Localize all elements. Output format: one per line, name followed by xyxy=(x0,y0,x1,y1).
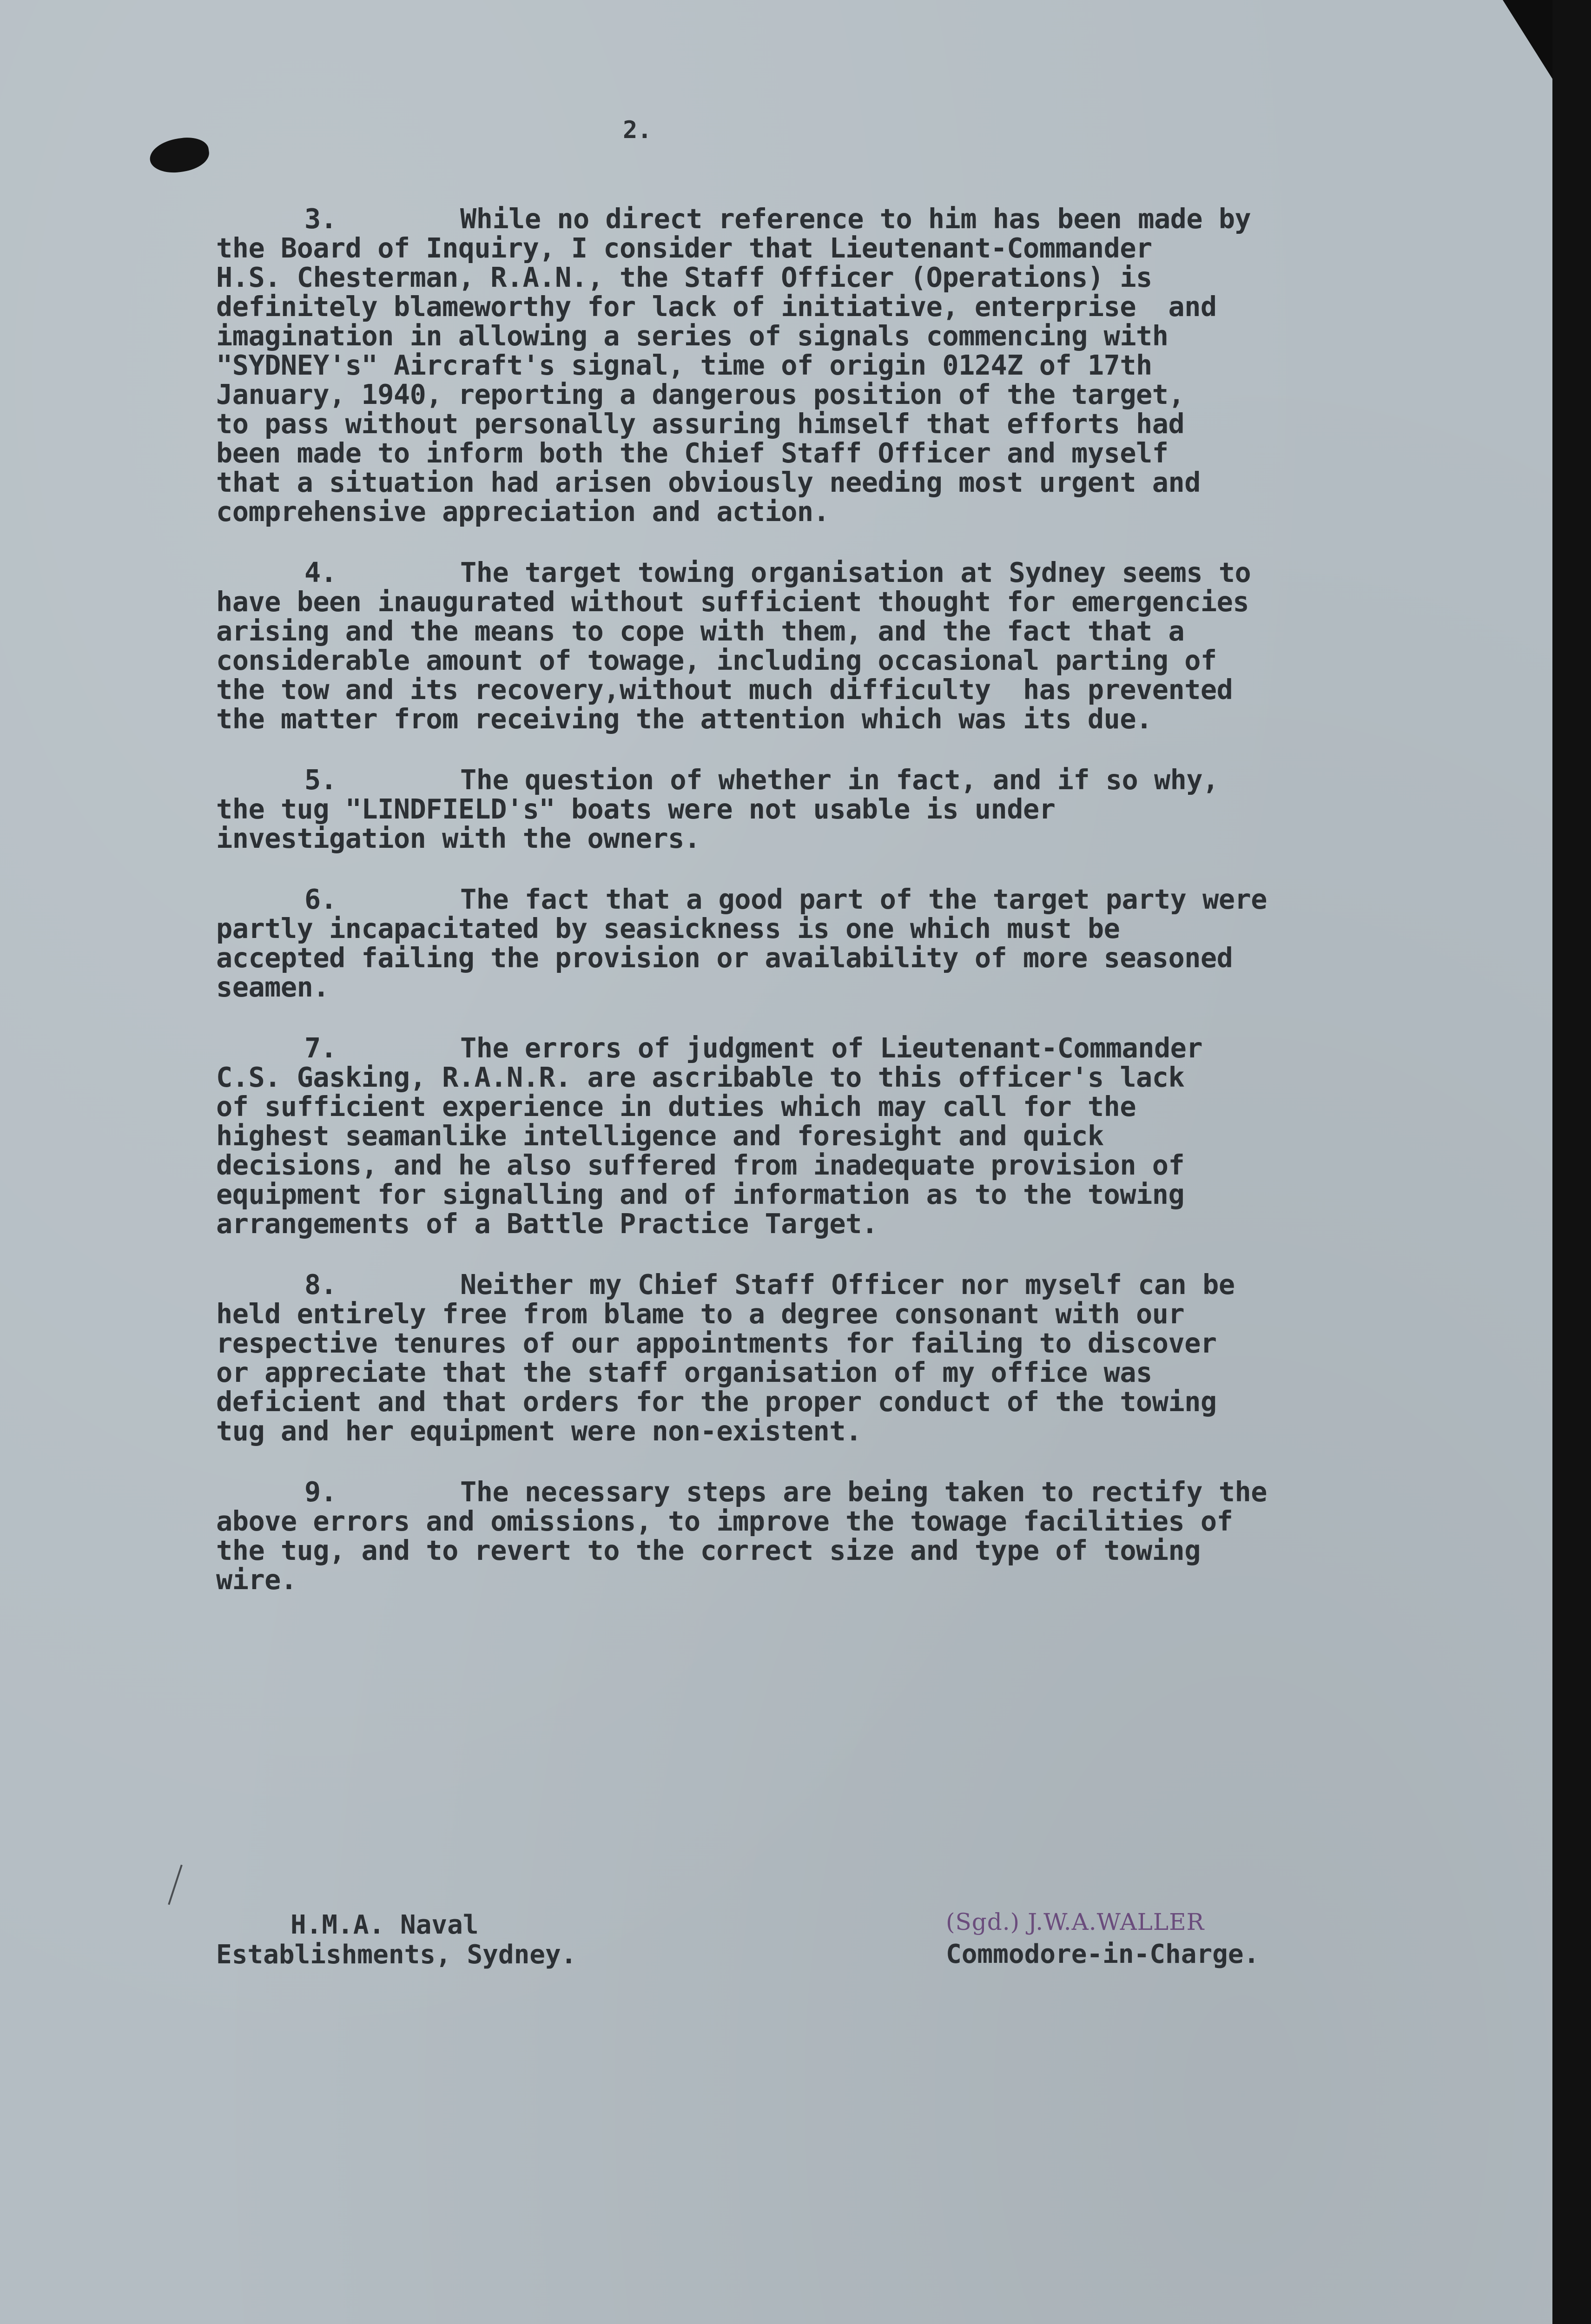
line-text: or appreciate that the staff organisation of my office was xyxy=(216,1357,1152,1388)
line-text: C.S. Gasking, R.A.N.R. are ascribable to this officer's lack xyxy=(216,1062,1185,1093)
text-line xyxy=(216,1417,1439,1446)
text-line xyxy=(216,351,1439,380)
text-line xyxy=(216,1180,1439,1209)
text-line xyxy=(216,1507,1439,1536)
line-text: partly incapacitated by seasickness is one which must be xyxy=(216,913,1120,944)
line-text: equipment for signalling and of information as to the towing xyxy=(216,1179,1185,1210)
text-line xyxy=(216,1300,1439,1329)
text-line xyxy=(216,885,1439,914)
line-text: Neither my Chief Staff Officer nor myself can be xyxy=(460,1269,1235,1301)
line-text: of sufficient experience in duties which may call for the xyxy=(216,1091,1136,1122)
text-line xyxy=(216,409,1439,439)
text-line xyxy=(216,824,1439,853)
line-text: the tug "LINDFIELD's" boats were not usable is under xyxy=(216,793,1056,825)
signature xyxy=(946,1906,1259,1971)
text-line xyxy=(216,1565,1439,1595)
line-text: comprehensive appreciation and action. xyxy=(216,496,830,528)
line-text: H.S. Chesterman, R.A.N., the Staff Officer (Operations) is xyxy=(216,262,1152,293)
line-text: The question of whether in fact, and if so why, xyxy=(460,764,1219,796)
text-line xyxy=(216,439,1439,468)
text-line xyxy=(216,263,1439,292)
text-line xyxy=(216,497,1439,527)
text-line xyxy=(216,1034,1439,1063)
text-line xyxy=(216,1122,1439,1151)
text-line xyxy=(216,973,1439,1002)
text-line xyxy=(216,1151,1439,1180)
paragraph xyxy=(216,205,1439,527)
line-text: definitely blameworthy for lack of initiative, enterprise and xyxy=(216,291,1217,323)
line-text: The fact that a good part of the target party were xyxy=(460,884,1267,915)
line-text: held entirely free from blame to a degree consonant with our xyxy=(216,1298,1185,1330)
text-line xyxy=(216,1270,1439,1300)
text-line xyxy=(216,322,1439,351)
line-text: wire. xyxy=(216,1564,297,1596)
text-line xyxy=(216,558,1439,588)
scan-shadow xyxy=(1552,0,1591,2324)
line-text: have been inaugurated without sufficient thought for emergencies xyxy=(216,586,1249,618)
paragraph-number: 4. xyxy=(304,557,337,588)
text-line xyxy=(216,914,1439,944)
paragraph xyxy=(216,766,1439,853)
text-line xyxy=(216,234,1439,263)
line-text: investigation with the owners. xyxy=(216,823,700,854)
line-text: highest seamanlike intelligence and foresight and quick xyxy=(216,1120,1104,1152)
line-text: decisions, and he also suffered from inadequate provision of xyxy=(216,1149,1185,1181)
line-text: The errors of judgment of Lieutenant-Commander xyxy=(460,1032,1203,1064)
text-line xyxy=(216,588,1439,617)
line-text: The necessary steps are being taken to rectify the xyxy=(460,1476,1267,1508)
text-line xyxy=(216,1063,1439,1092)
text-line xyxy=(216,766,1439,795)
line-text: respective tenures of our appointments for failing to discover xyxy=(216,1327,1217,1359)
address-line-1: H.M.A. Naval xyxy=(290,1910,479,1940)
text-line xyxy=(216,1329,1439,1358)
text-line xyxy=(216,1092,1439,1122)
text-line xyxy=(216,380,1439,409)
page-number: 2. xyxy=(623,116,652,144)
line-text: arising and the means to cope with them, and the fact that a xyxy=(216,615,1185,647)
paragraph xyxy=(216,1034,1439,1239)
line-text: "SYDNEY's" Aircraft's signal, time of origin 0124Z of 17th xyxy=(216,350,1152,381)
letter-body xyxy=(216,205,1439,1626)
paragraph-number: 3. xyxy=(304,203,337,235)
paragraph-number: 8. xyxy=(304,1269,337,1301)
line-text: imagination in allowing a series of signals commencing with xyxy=(216,320,1168,352)
text-line xyxy=(216,617,1439,646)
line-text: above errors and omissions, to improve the towage facilities of xyxy=(216,1505,1233,1537)
line-text: While no direct reference to him has been made by xyxy=(460,203,1251,235)
line-text: been made to inform both the Chief Staff Officer and myself xyxy=(216,437,1168,469)
text-line xyxy=(216,646,1439,675)
line-text: accepted failing the provision or availability of more seasoned xyxy=(216,942,1233,974)
text-line xyxy=(216,1387,1439,1417)
text-line xyxy=(216,705,1439,734)
text-line xyxy=(216,468,1439,497)
line-text: the tow and its recovery,without much difficulty has prevented xyxy=(216,674,1233,706)
line-text: seamen. xyxy=(216,971,330,1003)
text-line xyxy=(216,1536,1439,1565)
text-line xyxy=(216,795,1439,824)
line-text: to pass without personally assuring himself that efforts had xyxy=(216,408,1185,440)
line-text: deficient and that orders for the proper conduct of the towing xyxy=(216,1386,1217,1418)
paragraph xyxy=(216,885,1439,1002)
line-text: The target towing organisation at Sydney seems to xyxy=(460,557,1251,588)
text-line xyxy=(216,1209,1439,1239)
paragraph xyxy=(216,558,1439,734)
paragraph-number: 7. xyxy=(304,1032,337,1064)
line-text: that a situation had arisen obviously needing most urgent and xyxy=(216,467,1201,498)
text-line xyxy=(216,1358,1439,1387)
line-text: the matter from receiving the attention which was its due. xyxy=(216,703,1152,735)
paragraph-number: 5. xyxy=(304,764,337,796)
text-line xyxy=(216,292,1439,322)
paragraph xyxy=(216,1478,1439,1595)
line-text: tug and her equipment were non-existent. xyxy=(216,1415,862,1447)
paragraph-number: 6. xyxy=(304,884,337,915)
address-line-2: Establishments, Sydney. xyxy=(216,1940,577,1970)
signed-stamp: (Sgd.) J.W.A.WALLER xyxy=(946,1908,1205,1935)
text-line xyxy=(216,675,1439,705)
signatory-title: Commodore-in-Charge. xyxy=(946,1939,1260,1969)
line-text: considerable amount of towage, including occasional parting of xyxy=(216,645,1217,676)
text-line xyxy=(216,1478,1439,1507)
text-line xyxy=(216,205,1439,234)
line-text: the Board of Inquiry, I consider that Lieutenant-Commander xyxy=(216,232,1152,264)
paragraph-number: 9. xyxy=(304,1476,337,1508)
sender-address xyxy=(216,1910,576,1970)
line-text: the tug, and to revert to the correct size and type of towing xyxy=(216,1535,1201,1566)
paragraph xyxy=(216,1270,1439,1446)
line-text: arrangements of a Battle Practice Target. xyxy=(216,1208,878,1240)
line-text: January, 1940, reporting a dangerous position of the target, xyxy=(216,379,1185,410)
text-line xyxy=(216,944,1439,973)
